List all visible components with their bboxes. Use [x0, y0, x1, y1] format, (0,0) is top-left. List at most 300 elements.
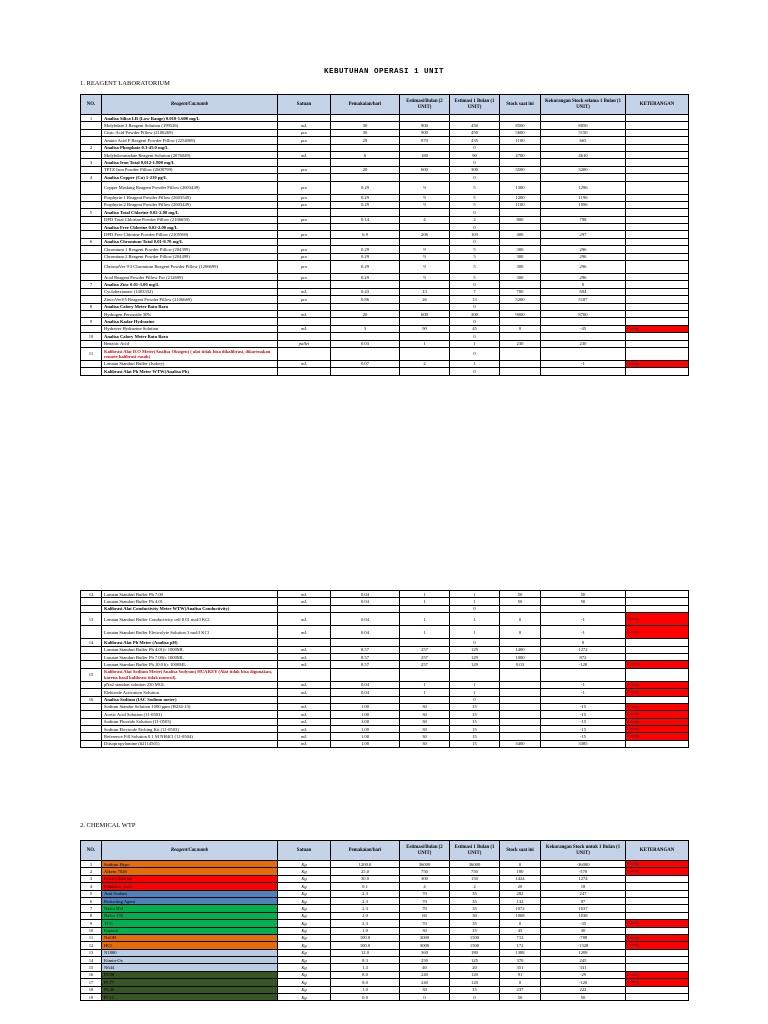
- table-row: [81, 920, 689, 927]
- table-row: [81, 122, 689, 129]
- row-kekurangan: -15: [541, 703, 626, 710]
- row-satuan: mL: [278, 718, 331, 725]
- row-estimasi-2unit: 300: [400, 875, 450, 882]
- row-pemakaian: 30: [331, 129, 400, 136]
- row-number: [81, 201, 102, 208]
- row-estimasi-1unit: 1: [450, 340, 500, 347]
- row-number: 15: [81, 964, 102, 971]
- row-name: DPD Free Chlorine Powder Pillow (2105569): [102, 231, 278, 238]
- row-pemakaian: 20: [331, 166, 400, 173]
- row-keterangan: Kurang: [626, 325, 689, 332]
- row-estimasi-2unit: 36000: [400, 861, 450, 868]
- row-estimasi-1unit: 0: [450, 994, 500, 1001]
- row-name: Analisa Kadar Hydrazine: [102, 318, 278, 325]
- row-number: [81, 340, 102, 347]
- row-kekurangan: 3200: [541, 166, 626, 173]
- row-number: 6: [81, 897, 102, 904]
- row-name: pNa2 standart solution 230 MGL: [102, 681, 278, 688]
- row-stock: [500, 238, 541, 245]
- table-row: [81, 971, 689, 978]
- row-pemakaian: 1.00: [331, 733, 400, 740]
- row-satuan: mL: [278, 613, 331, 626]
- row-satuan: pcs: [278, 261, 331, 274]
- row-satuan: mL: [278, 689, 331, 696]
- row-name: Larutan Standart Buffer (Isokey): [102, 360, 278, 367]
- row-estimasi-1unit: 1500: [450, 942, 500, 949]
- row-name: Porphyrin 1 Reagent Powder Pillow (2603549): [102, 194, 278, 201]
- row-number: 14: [81, 639, 102, 646]
- row-estimasi-2unit: 1: [400, 340, 450, 347]
- row-stock: 8500: [500, 122, 541, 129]
- row-estimasi-2unit: [400, 115, 450, 122]
- row-stock: 1068: [500, 912, 541, 919]
- row-pemakaian: 8.57: [331, 646, 400, 653]
- row-number: [81, 224, 102, 231]
- row-keterangan: [626, 159, 689, 166]
- row-estimasi-1unit: 5: [450, 201, 500, 208]
- row-name: Sodium Standar Solution 1000 ppm (H234-13): [102, 703, 278, 710]
- row-keterangan: [626, 238, 689, 245]
- col-estimasi-2unit: Estimasi/Bulan (2 UNIT): [400, 95, 450, 115]
- col-stock: Stock saat ini: [500, 841, 541, 861]
- row-name: Copper Masking Reagent Powder Pillow (2603449): [102, 181, 278, 194]
- row-estimasi-2unit: [400, 303, 450, 310]
- row-estimasi-2unit: 600: [400, 166, 450, 173]
- row-stock: 300: [500, 261, 541, 274]
- row-stock: 1000: [500, 653, 541, 660]
- row-keterangan: [626, 281, 689, 288]
- row-name: TPTZ Iron Powder Pillow (2608799): [102, 166, 278, 173]
- row-stock: 1424: [500, 875, 541, 882]
- row-estimasi-2unit: 900: [400, 122, 450, 129]
- row-keterangan: [626, 174, 689, 181]
- row-number: 16: [81, 971, 102, 978]
- row-satuan: pcs: [278, 246, 331, 253]
- row-pemakaian: 0.29: [331, 181, 400, 194]
- row-estimasi-1unit: 15: [450, 986, 500, 993]
- table-row: [81, 310, 689, 317]
- row-satuan: [278, 238, 331, 245]
- row-estimasi-2unit: 240: [400, 971, 450, 978]
- row-estimasi-1unit: 1500: [450, 934, 500, 941]
- row-satuan: [278, 696, 331, 703]
- row-kekurangan: 872: [541, 653, 626, 660]
- row-stock: 300: [500, 253, 541, 260]
- table-row: [81, 726, 689, 733]
- row-estimasi-1unit: 35: [450, 920, 500, 927]
- row-number: [81, 740, 102, 747]
- row-stock: 91: [500, 971, 541, 978]
- row-name: PC40: [102, 986, 278, 993]
- row-name: Reducting Agent: [102, 897, 278, 904]
- table-row: [81, 368, 689, 375]
- row-estimasi-1unit: 0: [450, 696, 500, 703]
- row-kekurangan: [541, 174, 626, 181]
- table-row: [81, 861, 689, 868]
- row-name: Larutan Standart Buffer Ph 7.00: [102, 591, 278, 598]
- row-stock: [500, 689, 541, 696]
- row-satuan: [278, 224, 331, 231]
- row-satuan: Kg: [278, 861, 331, 868]
- row-number: 11: [81, 347, 102, 360]
- table-row: [81, 733, 689, 740]
- row-stock: 50: [500, 598, 541, 605]
- table-row: [81, 986, 689, 993]
- row-name: Analisa Silica LR (Low Range) 0.010-1.600 mg/L: [102, 115, 278, 122]
- table-row: [81, 696, 689, 703]
- row-estimasi-1unit: 450: [450, 129, 500, 136]
- table-row: [81, 253, 689, 260]
- row-satuan: Kg: [278, 868, 331, 875]
- row-number: [81, 360, 102, 367]
- row-estimasi-2unit: 9: [400, 274, 450, 281]
- col-no: NO.: [81, 841, 102, 861]
- row-estimasi-1unit: 1: [450, 681, 500, 688]
- row-estimasi-1unit: 15: [450, 711, 500, 718]
- row-stock: [500, 281, 541, 288]
- row-name: HCl: [102, 942, 278, 949]
- row-stock: [500, 726, 541, 733]
- row-estimasi-2unit: 9: [400, 181, 450, 194]
- row-estimasi-1unit: 120: [450, 979, 500, 986]
- row-estimasi-2unit: 9: [400, 261, 450, 274]
- row-name: Alkem 7026: [102, 868, 278, 875]
- table-row: [81, 964, 689, 971]
- row-satuan: Kg: [278, 979, 331, 986]
- row-estimasi-1unit: 0: [450, 209, 500, 216]
- row-number: 10: [81, 333, 102, 340]
- row-pemakaian: 0.04: [331, 626, 400, 639]
- row-keterangan: Kurang: [626, 613, 689, 626]
- row-number: [81, 310, 102, 317]
- row-name: Kalibrasi Alat Conductivity Meter WTW(Analisa Conductivity): [102, 605, 278, 612]
- reagent-table-part1: [80, 94, 689, 376]
- row-name: Kaporit: [102, 927, 278, 934]
- row-number: [81, 681, 102, 688]
- row-kekurangan: [541, 668, 626, 681]
- row-name: Larutan Standart Buffer Ph 4.01(c 1000ML: [102, 646, 278, 653]
- row-name: Sulphuric Acid: [102, 883, 278, 890]
- row-estimasi-2unit: 70: [400, 920, 450, 927]
- row-estimasi-2unit: 257: [400, 653, 450, 660]
- row-kekurangan: [541, 159, 626, 166]
- row-stock: 5600: [500, 129, 541, 136]
- row-stock: [500, 224, 541, 231]
- table-row: [81, 718, 689, 725]
- row-number: [81, 261, 102, 274]
- row-pemakaian: 25.0: [331, 868, 400, 875]
- row-pemakaian: [331, 605, 400, 612]
- row-stock: 50: [500, 591, 541, 598]
- row-number: [81, 646, 102, 653]
- row-keterangan: [626, 288, 689, 295]
- row-keterangan: Kurang: [626, 703, 689, 710]
- row-kekurangan: 1037: [541, 905, 626, 912]
- row-pemakaian: [331, 281, 400, 288]
- row-satuan: pcs: [278, 253, 331, 260]
- row-stock: 237: [500, 986, 541, 993]
- row-number: [81, 166, 102, 173]
- row-stock: 9000: [500, 310, 541, 317]
- row-keterangan: [626, 875, 689, 882]
- row-pemakaian: 0.0: [331, 994, 400, 1001]
- row-estimasi-2unit: [400, 639, 450, 646]
- row-estimasi-2unit: 9: [400, 201, 450, 208]
- row-pemakaian: [331, 639, 400, 646]
- row-satuan: pcs: [278, 216, 331, 223]
- row-satuan: mL: [278, 740, 331, 747]
- row-keterangan: [626, 310, 689, 317]
- row-number: 1: [81, 115, 102, 122]
- row-satuan: mL: [278, 626, 331, 639]
- row-stock: [500, 681, 541, 688]
- table-row: [81, 949, 689, 956]
- row-kekurangan: 247: [541, 890, 626, 897]
- row-number: 2: [81, 144, 102, 151]
- table-row: [81, 689, 689, 696]
- row-estimasi-1unit: 1: [450, 689, 500, 696]
- row-stock: 180: [500, 868, 541, 875]
- reagent-table-header: [81, 95, 689, 115]
- row-number: [81, 181, 102, 194]
- row-name: Cyclohexanone (1403332): [102, 288, 278, 295]
- row-kekurangan: 296: [541, 261, 626, 274]
- section-chemical-wtp: 2. CHEMICAL WTP: [80, 822, 136, 829]
- row-kekurangan: 3385: [541, 740, 626, 747]
- row-kekurangan: 665: [541, 137, 626, 144]
- row-estimasi-2unit: 13: [400, 288, 450, 295]
- row-name: ZincoVer®5 Reagent Powder Pillow (2106669): [102, 296, 278, 303]
- row-stock: [500, 303, 541, 310]
- table-row: [81, 711, 689, 718]
- table-row: [81, 653, 689, 660]
- row-estimasi-1unit: 45: [450, 325, 500, 332]
- row-stock: 0: [500, 861, 541, 868]
- row-satuan: Kg: [278, 964, 331, 971]
- row-keterangan: [626, 927, 689, 934]
- row-kekurangan: -570: [541, 868, 626, 875]
- row-satuan: [278, 159, 331, 166]
- row-stock: 0: [500, 613, 541, 626]
- row-pemakaian: 0.43: [331, 288, 400, 295]
- row-name: Hydraver Hydrazine Solution: [102, 325, 278, 332]
- table-row: [81, 740, 689, 747]
- row-number: [81, 626, 102, 639]
- row-number: [81, 653, 102, 660]
- row-satuan: pcs: [278, 296, 331, 303]
- row-number: 13: [81, 613, 102, 626]
- row-keterangan: [626, 181, 689, 194]
- row-kekurangan: 50: [541, 591, 626, 598]
- row-number: 18: [81, 986, 102, 993]
- row-stock: [500, 347, 541, 360]
- row-estimasi-2unit: 90: [400, 325, 450, 332]
- row-estimasi-2unit: 60: [400, 912, 450, 919]
- row-pemakaian: 0.14: [331, 216, 400, 223]
- row-kekurangan: [541, 696, 626, 703]
- row-estimasi-2unit: 1: [400, 689, 450, 696]
- row-satuan: Kg: [278, 890, 331, 897]
- table-row: [81, 288, 689, 295]
- row-estimasi-1unit: 129: [450, 646, 500, 653]
- row-stock: 400: [500, 231, 541, 238]
- row-number: [81, 129, 102, 136]
- row-keterangan: [626, 303, 689, 310]
- row-keterangan: [626, 598, 689, 605]
- row-keterangan: [626, 646, 689, 653]
- row-satuan: Kg: [278, 971, 331, 978]
- col-stock: Stock saat ini: [500, 95, 541, 115]
- row-name: Analisa Total Chlorine 0.02-2.00 mg/L: [102, 209, 278, 216]
- row-pemakaian: 0.04: [331, 598, 400, 605]
- row-number: 17: [81, 979, 102, 986]
- row-pemakaian: [331, 303, 400, 310]
- row-estimasi-1unit: 0: [450, 303, 500, 310]
- chemical-wtp-table: [80, 840, 689, 1001]
- col-no: NO.: [81, 95, 102, 115]
- row-estimasi-1unit: 0: [450, 368, 500, 375]
- row-satuan: mL: [278, 711, 331, 718]
- row-estimasi-1unit: 1: [450, 360, 500, 367]
- row-estimasi-1unit: 15: [450, 718, 500, 725]
- row-pemakaian: 1.00: [331, 703, 400, 710]
- row-keterangan: [626, 964, 689, 971]
- row-pemakaian: 1.00: [331, 726, 400, 733]
- row-keterangan: [626, 144, 689, 151]
- row-estimasi-1unit: 5: [450, 274, 500, 281]
- col-satuan: Satuan: [278, 95, 331, 115]
- row-keterangan: [626, 209, 689, 216]
- row-estimasi-2unit: [400, 318, 450, 325]
- row-pemakaian: [331, 368, 400, 375]
- row-stock: [500, 668, 541, 681]
- row-pemakaian: 0.29: [331, 194, 400, 201]
- row-stock: 1100: [500, 137, 541, 144]
- row-estimasi-2unit: 870: [400, 137, 450, 144]
- row-stock: 172: [500, 942, 541, 949]
- row-stock: [500, 711, 541, 718]
- row-estimasi-1unit: 7: [450, 288, 500, 295]
- row-satuan: pcs: [278, 194, 331, 201]
- table-row: [81, 347, 689, 360]
- row-estimasi-1unit: 1: [450, 591, 500, 598]
- row-estimasi-2unit: [400, 159, 450, 166]
- row-kekurangan: [541, 238, 626, 245]
- row-estimasi-1unit: 13: [450, 296, 500, 303]
- reagent-table-part2: [80, 590, 689, 748]
- row-stock: 0.03: [500, 661, 541, 668]
- row-satuan: Kg: [278, 949, 331, 956]
- row-estimasi-2unit: 206: [400, 231, 450, 238]
- table-row: [81, 646, 689, 653]
- table-row: [81, 957, 689, 964]
- row-keterangan: [626, 246, 689, 253]
- row-kekurangan: 1296: [541, 181, 626, 194]
- row-keterangan: Kurang: [626, 979, 689, 986]
- row-pemakaian: 0.86: [331, 296, 400, 303]
- row-number: 4: [81, 174, 102, 181]
- row-number: 2: [81, 868, 102, 875]
- row-stock: 230: [500, 340, 541, 347]
- table-row: [81, 905, 689, 912]
- row-satuan: [278, 347, 331, 360]
- col-estimasi-1unit: Estimasi 1 Bulan (1 UNIT): [450, 95, 500, 115]
- row-pemakaian: 3: [331, 325, 400, 332]
- row-satuan: [278, 605, 331, 612]
- row-name: Citric Acid Powder Pillow (2106269): [102, 129, 278, 136]
- row-name: Analisa Copper (Cu) 1-210 µg/L: [102, 174, 278, 181]
- row-name: Amino Acid F Reagent Powder Pillow (2254069): [102, 137, 278, 144]
- table-row: [81, 216, 689, 223]
- row-pemakaian: 1.0: [331, 986, 400, 993]
- row-estimasi-1unit: 1: [450, 598, 500, 605]
- table-row: [81, 934, 689, 941]
- row-name: Larutan Standart Buffer Conductivity cell 0.01 mol/l KCl: [102, 613, 278, 626]
- table-row: [81, 144, 689, 151]
- row-number: 5: [81, 209, 102, 216]
- row-stock: 300: [500, 246, 541, 253]
- row-kekurangan: 8050: [541, 122, 626, 129]
- row-name: Analisa Chromium Total 0.01-0.70 mg/L: [102, 238, 278, 245]
- row-number: [81, 274, 102, 281]
- row-keterangan: [626, 224, 689, 231]
- row-keterangan: Kurang: [626, 920, 689, 927]
- row-name: Larutan Standart Buffer Ph 4.01: [102, 598, 278, 605]
- row-estimasi-1unit: 0: [450, 238, 500, 245]
- row-stock: [500, 360, 541, 367]
- row-satuan: [278, 115, 331, 122]
- row-name: N644: [102, 964, 278, 971]
- table-row: [81, 333, 689, 340]
- row-name: Analisa Sodium (IAC Sodium meter): [102, 696, 278, 703]
- row-number: 14: [81, 957, 102, 964]
- row-name: Larutan Standart Buffer Ph 10.01(c 1000ML: [102, 661, 278, 668]
- row-satuan: mL: [278, 122, 331, 129]
- row-satuan: Kg: [278, 912, 331, 919]
- row-pemakaian: 0.29: [331, 274, 400, 281]
- row-kekurangan: 694: [541, 288, 626, 295]
- row-name: Kalibrasi Alat Ph Meter WTW(Analisa Ph): [102, 368, 278, 375]
- row-estimasi-1unit: 120: [450, 971, 500, 978]
- row-kekurangan: -45: [541, 325, 626, 332]
- row-name: Sodium Fluoride Solution (11-0503): [102, 718, 278, 725]
- row-estimasi-1unit: 0: [450, 224, 500, 231]
- row-number: 8: [81, 303, 102, 310]
- row-keterangan: [626, 957, 689, 964]
- row-satuan: mL: [278, 703, 331, 710]
- row-satuan: Kg: [278, 986, 331, 993]
- row-number: [81, 726, 102, 733]
- row-estimasi-2unit: [400, 605, 450, 612]
- row-number: 3: [81, 159, 102, 166]
- row-number: 3: [81, 875, 102, 882]
- row-name: Diisopropylamine (#2114501): [102, 740, 278, 747]
- row-satuan: pcs: [278, 137, 331, 144]
- table-row: [81, 274, 689, 281]
- row-stock: 3400: [500, 740, 541, 747]
- row-kekurangan: -1: [541, 626, 626, 639]
- row-estimasi-1unit: 36000: [450, 861, 500, 868]
- row-kekurangan: [541, 115, 626, 122]
- row-kekurangan: [541, 368, 626, 375]
- row-pemakaian: 1200.0: [331, 861, 400, 868]
- row-stock: [500, 209, 541, 216]
- row-kekurangan: 331: [541, 964, 626, 971]
- row-keterangan: Kurang: [626, 934, 689, 941]
- row-keterangan: [626, 368, 689, 375]
- row-pemakaian: [331, 209, 400, 216]
- row-name: TCC: [102, 920, 278, 927]
